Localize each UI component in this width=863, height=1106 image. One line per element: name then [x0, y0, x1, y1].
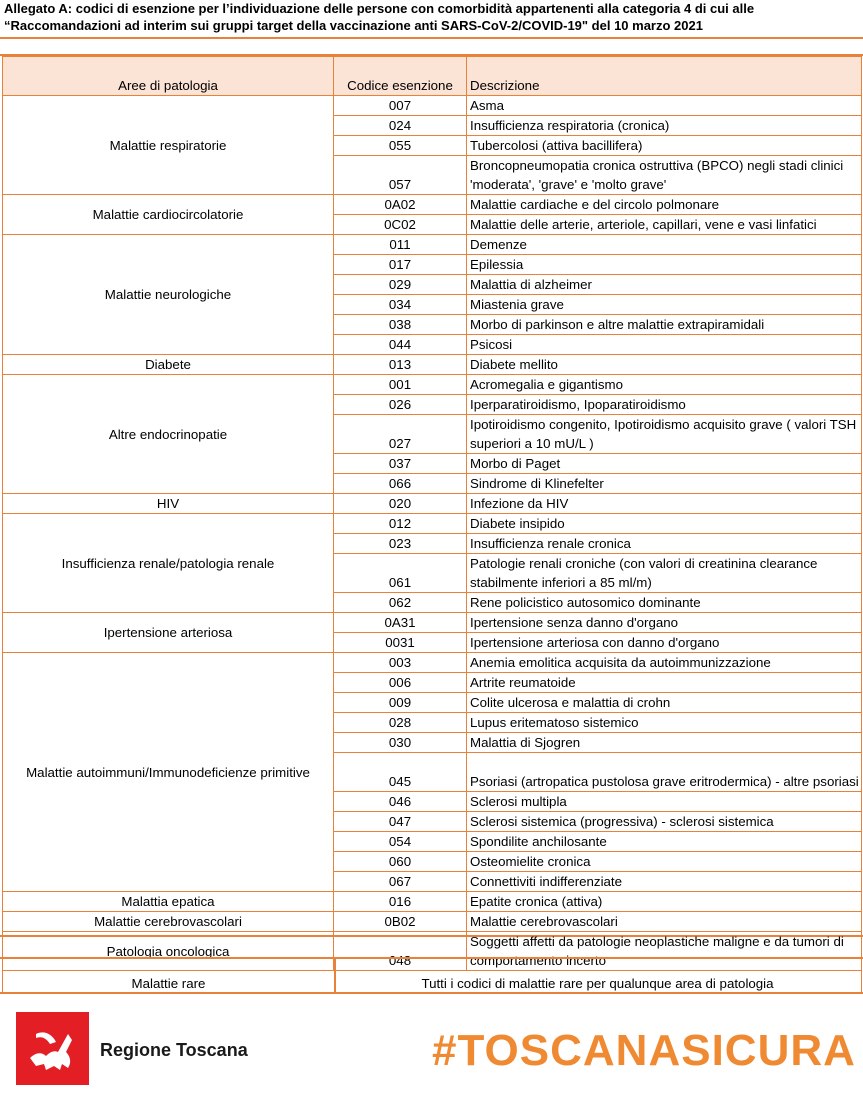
description-cell: Malattie cardiache e del circolo polmonare [467, 195, 862, 215]
description-cell: Malattia di Sjogren [467, 733, 862, 753]
header-area: Aree di patologia [3, 57, 334, 96]
title-line-1: Allegato A: codici di esenzione per l’individuazione delle persone con comorbidità appartenenti alla categoria 4 di cui alle [4, 1, 755, 16]
code-cell: 026 [334, 395, 467, 415]
table-row [3, 195, 862, 215]
code-cell: 030 [334, 733, 467, 753]
code-cell: 016 [334, 892, 467, 912]
area-cell: Diabete [3, 355, 334, 375]
description-cell: Epatite cronica (attiva) [467, 892, 862, 912]
area-cell: Malattie cardiocircolatorie [3, 195, 334, 235]
description-cell: Iperparatiroidismo, Ipoparatiroidismo [467, 395, 862, 415]
description-cell: Spondilite anchilosante [467, 832, 862, 852]
table-row [3, 653, 862, 673]
description-cell: Miastenia grave [467, 295, 862, 315]
header-code: Codice esenzione [334, 57, 467, 96]
code-cell: 061 [334, 554, 467, 593]
description-cell: Ipotiroidismo congenito, Ipotiroidismo acquisito grave ( valori TSH superiori a 10 mU/L ) [467, 415, 862, 454]
table-header-row [3, 57, 862, 96]
code-cell: 046 [334, 792, 467, 812]
code-cell: 001 [334, 375, 467, 395]
code-cell: 013 [334, 355, 467, 375]
area-cell: HIV [3, 494, 334, 514]
description-cell: Colite ulcerosa e malattia di crohn [467, 693, 862, 713]
code-cell: 037 [334, 454, 467, 474]
code-cell: 057 [334, 156, 467, 195]
description-cell: Morbo di Paget [467, 454, 862, 474]
code-cell: 067 [334, 872, 467, 892]
description-cell: Psoriasi (artropatica pustolosa grave eritrodermica) - altre psoriasi [467, 753, 862, 792]
code-cell: 027 [334, 415, 467, 454]
code-cell: 012 [334, 514, 467, 534]
description-cell: Broncopneumopatia cronica ostruttiva (BPCO) negli stadi clinici 'moderata', 'grave' e 'molto grave' [467, 156, 862, 195]
table-row [3, 355, 862, 375]
code-cell: 020 [334, 494, 467, 514]
code-cell: 023 [334, 534, 467, 554]
code-cell: 0A31 [334, 613, 467, 633]
code-cell: 028 [334, 713, 467, 733]
document-title [4, 0, 754, 34]
rare-description: Tutti i codici di malattie rare per qualunque area di patologia [334, 959, 862, 992]
code-cell: 006 [334, 673, 467, 693]
description-cell: Demenze [467, 235, 862, 255]
table-row [3, 912, 862, 932]
code-cell: 007 [334, 96, 467, 116]
code-cell: 0B02 [334, 912, 467, 932]
area-cell: Malattie cerebrovascolari [3, 912, 334, 932]
description-cell: Insufficienza respiratoria (cronica) [467, 116, 862, 136]
description-cell: Ipertensione senza danno d'organo [467, 613, 862, 633]
description-cell: Sclerosi multipla [467, 792, 862, 812]
description-cell: Insufficienza renale cronica [467, 534, 862, 554]
title-line-2: “Raccomandazioni ad interim sui gruppi target della vaccinazione anti SARS-CoV-2/COVID-19" del 10 marzo 2021 [4, 18, 703, 33]
code-cell: 066 [334, 474, 467, 494]
code-cell: 062 [334, 593, 467, 613]
table-row [3, 613, 862, 633]
area-cell: Insufficienza renale/patologia renale [3, 514, 334, 613]
area-cell: Ipertensione arteriosa [3, 613, 334, 653]
hashtag: #TOSCANASICURA [432, 1026, 856, 1075]
description-cell: Osteomielite cronica [467, 852, 862, 872]
code-cell: 044 [334, 335, 467, 355]
description-cell: Ipertensione arteriosa con danno d'organo [467, 633, 862, 653]
description-cell: Sclerosi sistemica (progressiva) - sclerosi sistemica [467, 812, 862, 832]
description-cell: Diabete mellito [467, 355, 862, 375]
code-cell: 055 [334, 136, 467, 156]
description-cell: Tubercolosi (attiva bacillifera) [467, 136, 862, 156]
area-cell: Malattie respiratorie [3, 96, 334, 195]
code-cell: 0031 [334, 633, 467, 653]
description-cell: Artrite reumatoide [467, 673, 862, 693]
table-row [3, 235, 862, 255]
code-cell: 0A02 [334, 195, 467, 215]
area-cell: Altre endocrinopatie [3, 375, 334, 494]
description-cell: Asma [467, 96, 862, 116]
code-cell: 017 [334, 255, 467, 275]
description-cell: Anemia emolitica acquisita da autoimmunizzazione [467, 653, 862, 673]
code-cell: 048 [334, 932, 467, 971]
pegasus-icon [16, 1012, 89, 1085]
exemption-table [2, 56, 862, 971]
table-row [3, 96, 862, 116]
table-row [3, 514, 862, 534]
title-divider [0, 37, 863, 39]
code-cell: 0C02 [334, 215, 467, 235]
area-cell: Malattia epatica [3, 892, 334, 912]
code-cell: 060 [334, 852, 467, 872]
description-cell: Malattia di alzheimer [467, 275, 862, 295]
area-cell: Patologia oncologica [3, 932, 334, 971]
description-cell: Soggetti affetti da patologie neoplastiche maligne e da tumori di comportamento incerto [467, 932, 862, 971]
rare-area: Malattie rare [2, 959, 336, 992]
exemption-table-panel [0, 54, 863, 968]
description-cell: Epilessia [467, 255, 862, 275]
code-cell: 011 [334, 235, 467, 255]
table-row [3, 375, 862, 395]
code-cell: 003 [334, 653, 467, 673]
description-cell: Diabete insipido [467, 514, 862, 534]
description-cell: Malattie delle arterie, arteriole, capillari, vene e vasi linfatici [467, 215, 862, 235]
description-cell: Infezione da HIV [467, 494, 862, 514]
code-cell: 045 [334, 753, 467, 792]
description-cell: Rene policistico autosomico dominante [467, 593, 862, 613]
code-cell: 038 [334, 315, 467, 335]
description-cell: Patologie renali croniche (con valori di creatinina clearance stabilmente inferiori a 85 ml/m) [467, 554, 862, 593]
table-row [3, 892, 862, 912]
description-cell: Connettiviti indifferenziate [467, 872, 862, 892]
header-description: Descrizione [467, 57, 862, 96]
code-cell: 024 [334, 116, 467, 136]
description-cell: Acromegalia e gigantismo [467, 375, 862, 395]
rare-diseases-row [0, 957, 863, 994]
table-row [3, 494, 862, 514]
code-cell: 029 [334, 275, 467, 295]
code-cell: 054 [334, 832, 467, 852]
description-cell: Psicosi [467, 335, 862, 355]
description-cell: Lupus eritematoso sistemico [467, 713, 862, 733]
logo-text: Regione Toscana [100, 1040, 248, 1060]
description-cell: Malattie cerebrovascolari [467, 912, 862, 932]
description-cell: Sindrome di Klinefelter [467, 474, 862, 494]
description-cell: Morbo di parkinson e altre malattie extrapiramidali [467, 315, 862, 335]
code-cell: 009 [334, 693, 467, 713]
area-cell: Malattie autoimmuni/Immunodeficienze primitive [3, 653, 334, 892]
code-cell: 047 [334, 812, 467, 832]
code-cell: 034 [334, 295, 467, 315]
area-cell: Malattie neurologiche [3, 235, 334, 355]
